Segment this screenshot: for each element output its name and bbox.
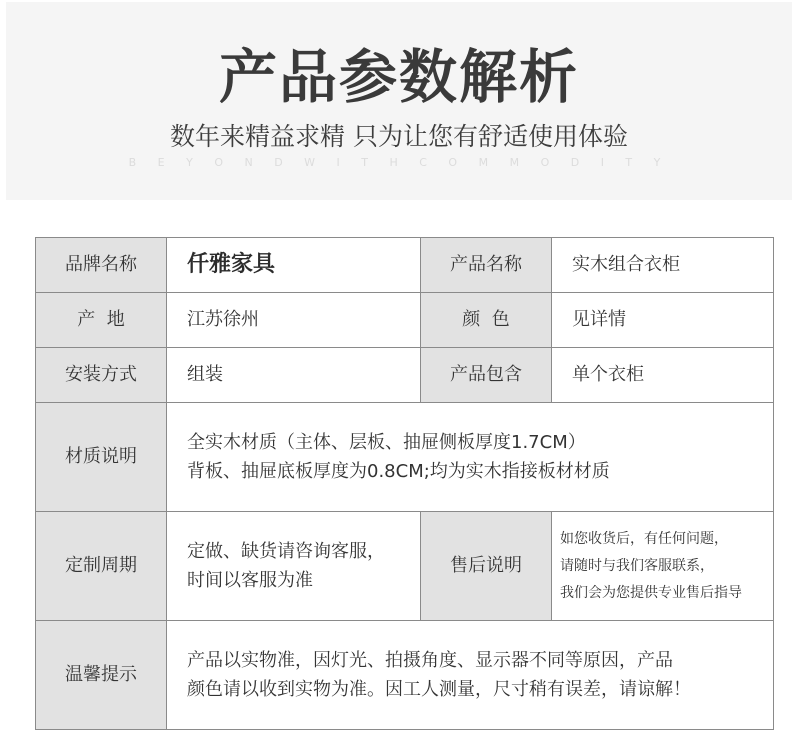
- spec-table: [35, 237, 774, 730]
- notice-label: 温馨提示: [36, 621, 167, 730]
- brand-label: 品牌名称: [36, 238, 167, 293]
- table-row: [36, 293, 774, 348]
- product-name-value: 实木组合衣柜: [552, 238, 774, 293]
- page-subtitle: 数年来精益求精 只为让您有舒适使用体验: [170, 122, 628, 151]
- origin-label: 产 地: [36, 293, 167, 348]
- custom-period-value: [167, 512, 421, 621]
- table-row: [36, 348, 774, 403]
- after-sales-line: 我们会为您提供专业售后指导: [560, 584, 742, 601]
- notice-line: 产品以实物准，因灯光、拍摄角度、显示器不同等原因，产品: [187, 650, 673, 671]
- package-value: 单个衣柜: [552, 348, 774, 403]
- product-name-label: 产品名称: [421, 238, 552, 293]
- material-line: 背板、抽屉底板厚度为0.8CM;均为实木指接板材材质: [187, 461, 610, 482]
- page-title: 产品参数解析: [218, 43, 579, 111]
- color-value: 见详情: [552, 293, 774, 348]
- notice-value: [167, 621, 774, 730]
- header-banner: [6, 2, 792, 200]
- after-sales-value: [552, 512, 774, 621]
- banner-watermark-text: B E Y O N D W I T H C O M M O D I T Y: [128, 156, 670, 169]
- material-line: 全实木材质（主体、层板、抽屉侧板厚度1.7CM）: [187, 432, 586, 453]
- after-sales-label: 售后说明: [421, 512, 552, 621]
- package-label: 产品包含: [421, 348, 552, 403]
- custom-period-line: 定做、缺货请咨询客服，: [187, 541, 385, 562]
- notice-line: 颜色请以收到实物为准。因工人测量，尺寸稍有误差，请谅解！: [187, 679, 691, 700]
- custom-period-label: 定制周期: [36, 512, 167, 621]
- brand-value: 仟雅家具: [167, 238, 421, 293]
- table-row: [36, 621, 774, 730]
- color-label: 颜 色: [421, 293, 552, 348]
- after-sales-line: 请随时与我们客服联系，: [560, 557, 714, 574]
- install-value: 组装: [167, 348, 421, 403]
- install-label: 安装方式: [36, 348, 167, 403]
- origin-value: 江苏徐州: [167, 293, 421, 348]
- material-value: [167, 403, 774, 512]
- after-sales-line: 如您收货后，有任何问题，: [560, 530, 728, 547]
- table-row: [36, 238, 774, 293]
- table-row: [36, 512, 774, 621]
- material-label: 材质说明: [36, 403, 167, 512]
- table-row: [36, 403, 774, 512]
- custom-period-line: 时间以客服为准: [187, 570, 313, 591]
